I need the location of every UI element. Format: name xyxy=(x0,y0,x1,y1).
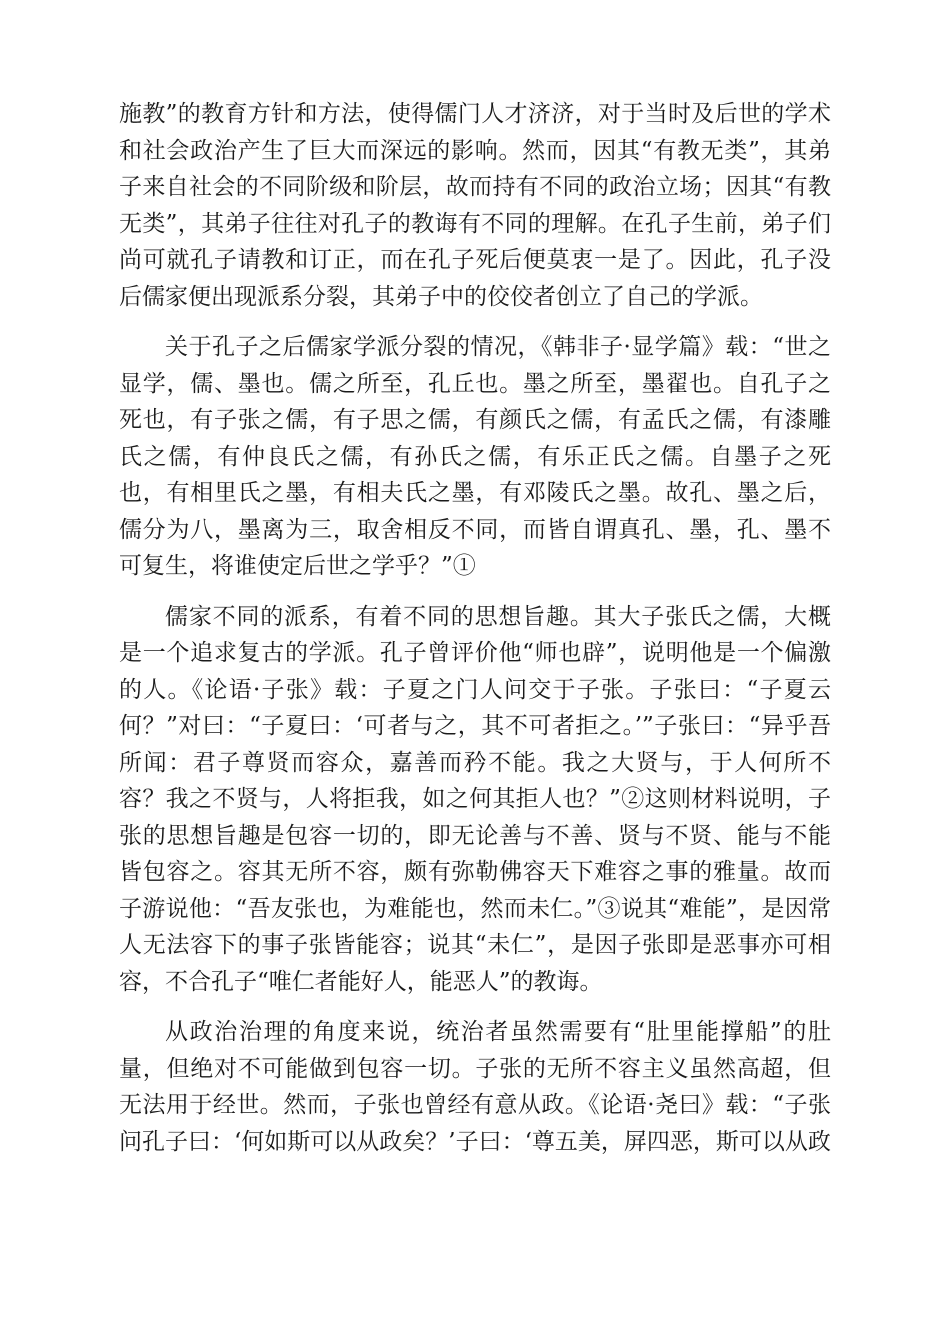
paragraph-governance: 从政治治理的角度来说，统治者虽然需要有“肚里能撑船”的肚量，但绝对不可能做到包容一切。子张的无所不容主义虽然高超，但无法用于经世。然而，子张也曾经有意从政。《论语·尧曰》载：“子张问孔子曰：‘何如斯可以从政矣？’子曰：‘尊五美，屏四恶，斯可以从政 xyxy=(119,1019,831,1155)
document-page xyxy=(119,96,831,1160)
paragraph-hanfeizi-quote: 关于孔子之后儒家学派分裂的情况，《韩非子·显学篇》载：“世之显学，儒、墨也。儒之所至，孔丘也。墨之所至，墨翟也。自孔子之死也，有子张之儒，有子思之儒，有颜氏之儒，有孟氏之儒，有漆雕氏之儒，有仲良氏之儒，有孙氏之儒，有乐正氏之儒。自墨子之死也，有相里氏之墨，有相夫氏之墨，有邓陵氏之墨。故孔、墨之后，儒分为八，墨离为三，取舍相反不同，而皆自谓真孔、墨，孔、墨不可复生，将谁使定后世之学乎？”① xyxy=(119,334,831,579)
paragraph-zizhang-school: 儒家不同的派系，有着不同的思想旨趣。其大子张氏之儒，大概是一个追求复古的学派。孔子曾评价他“师也辟”，说明他是一个偏激的人。《论语·子张》载：子夏之门人问交于子张。子张曰：“子夏云何？”对曰：“子夏曰：‘可者与之，其不可者拒之。’”子张曰：“异乎吾所闻：君子尊贤而容众，嘉善而矜不能。我之大贤与，于人何所不容？我之不贤与，人将拒我，如之何其拒人也？”②这则材料说明，子张的思想旨趣是包容一切的，即无论善与不善、贤与不贤、能与不能皆包容之。容其无所不容，颇有弥勒佛容天下难容之事的雅量。故而子游说他：“吾友张也，为难能也，然而未仁。”③说其“难能”，是因常人无法容下的事子张皆能容；说其“未仁”，是因子张即是恶事亦可相容，不合孔子“唯仁者能好人，能恶人”的教诲。 xyxy=(119,603,831,995)
paragraph-continuation: 施教”的教育方针和方法，使得儒门人才济济，对于当时及后世的学术和社会政治产生了巨大而深远的影响。然而，因其“有教无类”，其弟子来自社会的不同阶级和阶层，故而持有不同的政治立场；因其“有教无类”，其弟子往往对孔子的教诲有不同的理解。在孔子生前，弟子们尚可就孔子请教和订正，而在孔子死后便莫衷一是了。因此，孔子没后儒家便出现派系分裂，其弟子中的佼佼者创立了自己的学派。 xyxy=(119,101,831,310)
